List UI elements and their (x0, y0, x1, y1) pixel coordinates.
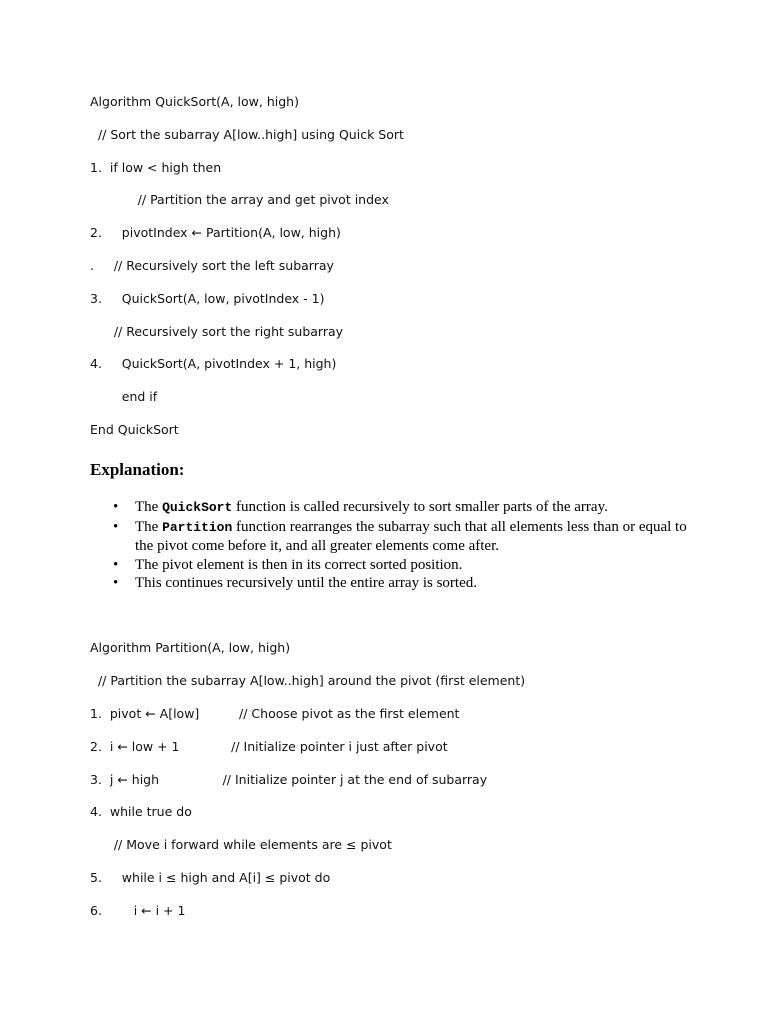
partition-step: 3. j ← high // Initialize pointer j at the end of subarray (90, 772, 488, 787)
partition-comment: // Move i forward while elements are ≤ pivot (90, 837, 392, 852)
quicksort-end: End QuickSort (90, 422, 179, 437)
partition-step: 2. i ← low + 1 // Initialize pointer i just after pivot (90, 739, 448, 754)
quicksort-step: 4. QuickSort(A, pivotIndex + 1, high) (90, 356, 337, 371)
list-item (90, 518, 690, 556)
quicksort-comment: // Partition the array and get pivot index (90, 192, 389, 207)
bullet-text: function rearranges the subarray such that all elements less than or equal to the pivot come before it, and all greater elements come after. (135, 518, 687, 554)
explanation-heading: Explanation: (90, 460, 185, 479)
quicksort-comment: . // Recursively sort the left subarray (90, 258, 334, 273)
partition-step: 5. while i ≤ high and A[i] ≤ pivot do (90, 870, 331, 885)
bullet-text: The (135, 499, 163, 515)
bullet-icon: • (113, 499, 119, 515)
quicksort-title: Algorithm QuickSort(A, low, high) (90, 94, 299, 109)
inline-code: Partition (162, 519, 233, 535)
partition-step: 6. i ← i + 1 (90, 903, 186, 918)
bullet-text: function is called recursively to sort smaller parts of the array. (232, 499, 608, 515)
explanation-list (90, 498, 690, 593)
quicksort-comment: // Sort the subarray A[low..high] using Quick Sort (90, 127, 404, 142)
bullet-icon: • (113, 575, 119, 591)
inline-code: QuickSort (162, 500, 233, 515)
quicksort-step: 1. if low < high then (90, 160, 222, 175)
quicksort-step: 2. pivotIndex ← Partition(A, low, high) (90, 225, 341, 240)
bullet-text: The pivot element is then in its correct sorted position. (135, 556, 463, 573)
list-item (90, 556, 690, 575)
partition-step: 1. pivot ← A[low] // Choose pivot as the first element (90, 706, 460, 721)
list-item (90, 574, 690, 593)
quicksort-end-if: end if (90, 389, 158, 404)
quicksort-comment: // Recursively sort the right subarray (90, 324, 344, 339)
bullet-icon: • (113, 518, 119, 535)
quicksort-step: 3. QuickSort(A, low, pivotIndex - 1) (90, 291, 325, 306)
partition-title: Algorithm Partition(A, low, high) (90, 640, 291, 655)
bullet-icon: • (113, 556, 119, 573)
bullet-text: This continues recursively until the entire array is sorted. (135, 575, 477, 591)
list-item (90, 498, 690, 518)
bullet-text: The (135, 518, 163, 535)
partition-comment: // Partition the subarray A[low..high] around the pivot (first element) (90, 673, 526, 688)
partition-step: 4. while true do (90, 804, 192, 819)
